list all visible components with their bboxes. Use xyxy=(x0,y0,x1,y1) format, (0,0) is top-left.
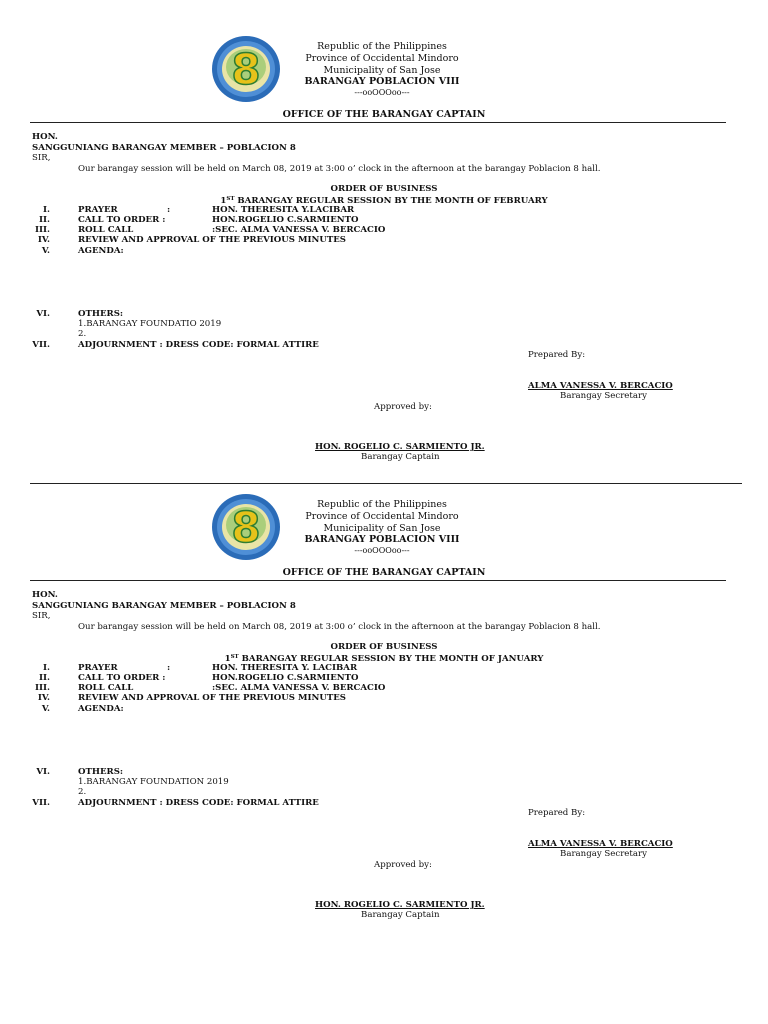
item-number: II. xyxy=(38,215,50,225)
salutation-sir: SIR, xyxy=(32,611,51,621)
header-barangay: BARANGAY POBLACION VIII xyxy=(304,75,460,87)
salutation-member: SANGGUNIANG BARANGAY MEMBER – POBLACION 8 xyxy=(32,143,296,153)
agenda-item-label: CALL TO ORDER : xyxy=(78,673,166,683)
prepared-by-label: Prepared By: xyxy=(528,350,586,360)
secretary-name: ALMA VANESSA V. BERCACIO xyxy=(528,381,673,391)
agenda-item-label: AGENDA: xyxy=(78,246,124,256)
item-number: II. xyxy=(38,673,50,683)
captain-title: Barangay Captain xyxy=(361,910,440,920)
header-province: Province of Occidental Mindoro xyxy=(305,511,459,522)
item-number: IV. xyxy=(37,693,50,703)
item-number: VII. xyxy=(32,340,50,350)
item-number: III. xyxy=(34,683,50,693)
approved-by-label: Approved by: xyxy=(374,860,432,870)
others-item: 2. xyxy=(78,329,87,339)
others-item: 2. xyxy=(78,787,87,797)
item-number: VI. xyxy=(36,767,50,777)
agenda-item-label: REVIEW AND APPROVAL OF THE PREVIOUS MINUTES xyxy=(78,693,347,703)
salutation-hon: HON. xyxy=(32,132,58,142)
agenda-item-value: HON.ROGELIO C.SARMIENTO xyxy=(212,673,359,683)
secretary-title: Barangay Secretary xyxy=(560,391,647,401)
agenda-item-label: ROLL CALL xyxy=(78,225,134,235)
seal-numeral: 8 xyxy=(231,45,261,94)
seal-numeral: 8 xyxy=(231,503,261,552)
captain-title: Barangay Captain xyxy=(361,452,440,462)
captain-name: HON. ROGELIO C. SARMIENTO JR. xyxy=(315,900,485,910)
order-of-business-title: ORDER OF BUSINESS xyxy=(330,642,438,652)
office-title: OFFICE OF THE BARANGAY CAPTAIN xyxy=(282,109,486,120)
session-title: 1ST BARANGAY REGULAR SESSION BY THE MONTH OF JANUARY xyxy=(224,654,544,664)
prepared-by-label: Prepared By: xyxy=(528,808,586,818)
others-item: 1.BARANGAY FOUNDATIO 2019 xyxy=(78,319,222,329)
agenda-item-label: PRAYER xyxy=(78,663,118,673)
header-municipality: Municipality of San Jose xyxy=(323,64,441,76)
agenda-item-value: :SEC. ALMA VANESSA V. BERCACIO xyxy=(212,683,386,693)
item-number: V. xyxy=(41,246,50,256)
salutation-sir: SIR, xyxy=(32,153,51,163)
header-municipality: Municipality of San Jose xyxy=(323,522,441,534)
item-number: I. xyxy=(42,663,50,673)
agenda-item-label: CALL TO ORDER : xyxy=(78,215,166,225)
office-title: OFFICE OF THE BARANGAY CAPTAIN xyxy=(282,567,486,578)
header-decoration: ---ooOOOoo--- xyxy=(354,88,410,97)
header-republic: Republic of the Philippines xyxy=(317,41,447,52)
agenda-item-label: REVIEW AND APPROVAL OF THE PREVIOUS MINUTES xyxy=(78,235,347,245)
header-republic: Republic of the Philippines xyxy=(317,499,447,510)
page-divider xyxy=(30,483,742,484)
secretary-name: ALMA VANESSA V. BERCACIO xyxy=(528,839,673,849)
captain-name: HON. ROGELIO C. SARMIENTO JR. xyxy=(315,442,485,452)
adjournment-label: ADJOURNMENT : DRESS CODE: FORMAL ATTIRE xyxy=(78,798,319,808)
agenda-item-value: HON.ROGELIO C.SARMIENTO xyxy=(212,215,359,225)
salutation-hon: HON. xyxy=(32,590,58,600)
agenda-item-label: AGENDA: xyxy=(78,704,124,714)
adjournment-label: ADJOURNMENT : DRESS CODE: FORMAL ATTIRE xyxy=(78,340,319,350)
header-rule xyxy=(30,122,726,123)
item-number: I. xyxy=(42,205,50,215)
memo-body: Our barangay session will be held on March 08, 2019 at 3:00 o’ clock in the afternoon at the barangay Poblacion 8 hall. xyxy=(78,164,601,174)
session-title: 1ST BARANGAY REGULAR SESSION BY THE MONTH OF FEBRUARY xyxy=(220,196,548,206)
agenda-item-value: HON. THERESITA Y. LACIBAR xyxy=(212,663,358,673)
header-barangay: BARANGAY POBLACION VIII xyxy=(304,533,460,545)
order-of-business-title: ORDER OF BUSINESS xyxy=(330,184,438,194)
approved-by-label: Approved by: xyxy=(374,402,432,412)
agenda-item-separator: : xyxy=(167,205,171,215)
agenda-item-separator: : xyxy=(167,663,171,673)
others-item: 1.BARANGAY FOUNDATION 2019 xyxy=(78,777,229,787)
memo-body: Our barangay session will be held on March 08, 2019 at 3:00 o’ clock in the afternoon at the barangay Poblacion 8 hall. xyxy=(78,622,601,632)
agenda-item-label: ROLL CALL xyxy=(78,683,134,693)
salutation-member: SANGGUNIANG BARANGAY MEMBER – POBLACION 8 xyxy=(32,601,296,611)
others-label: OTHERS: xyxy=(78,309,124,319)
others-label: OTHERS: xyxy=(78,767,124,777)
barangay-seal-icon xyxy=(211,34,281,104)
agenda-item-label: PRAYER xyxy=(78,205,118,215)
barangay-seal-icon xyxy=(211,492,281,562)
agenda-item-value: HON. THERESITA Y.LACIBAR xyxy=(212,205,355,215)
item-number: V. xyxy=(41,704,50,714)
header-province: Province of Occidental Mindoro xyxy=(305,53,459,64)
agenda-item-value: :SEC. ALMA VANESSA V. BERCACIO xyxy=(212,225,386,235)
header-decoration: ---ooOOOoo--- xyxy=(354,546,410,555)
item-number: VI. xyxy=(36,309,50,319)
secretary-title: Barangay Secretary xyxy=(560,849,647,859)
item-number: IV. xyxy=(37,235,50,245)
item-number: VII. xyxy=(32,798,50,808)
header-rule xyxy=(30,580,726,581)
item-number: III. xyxy=(34,225,50,235)
